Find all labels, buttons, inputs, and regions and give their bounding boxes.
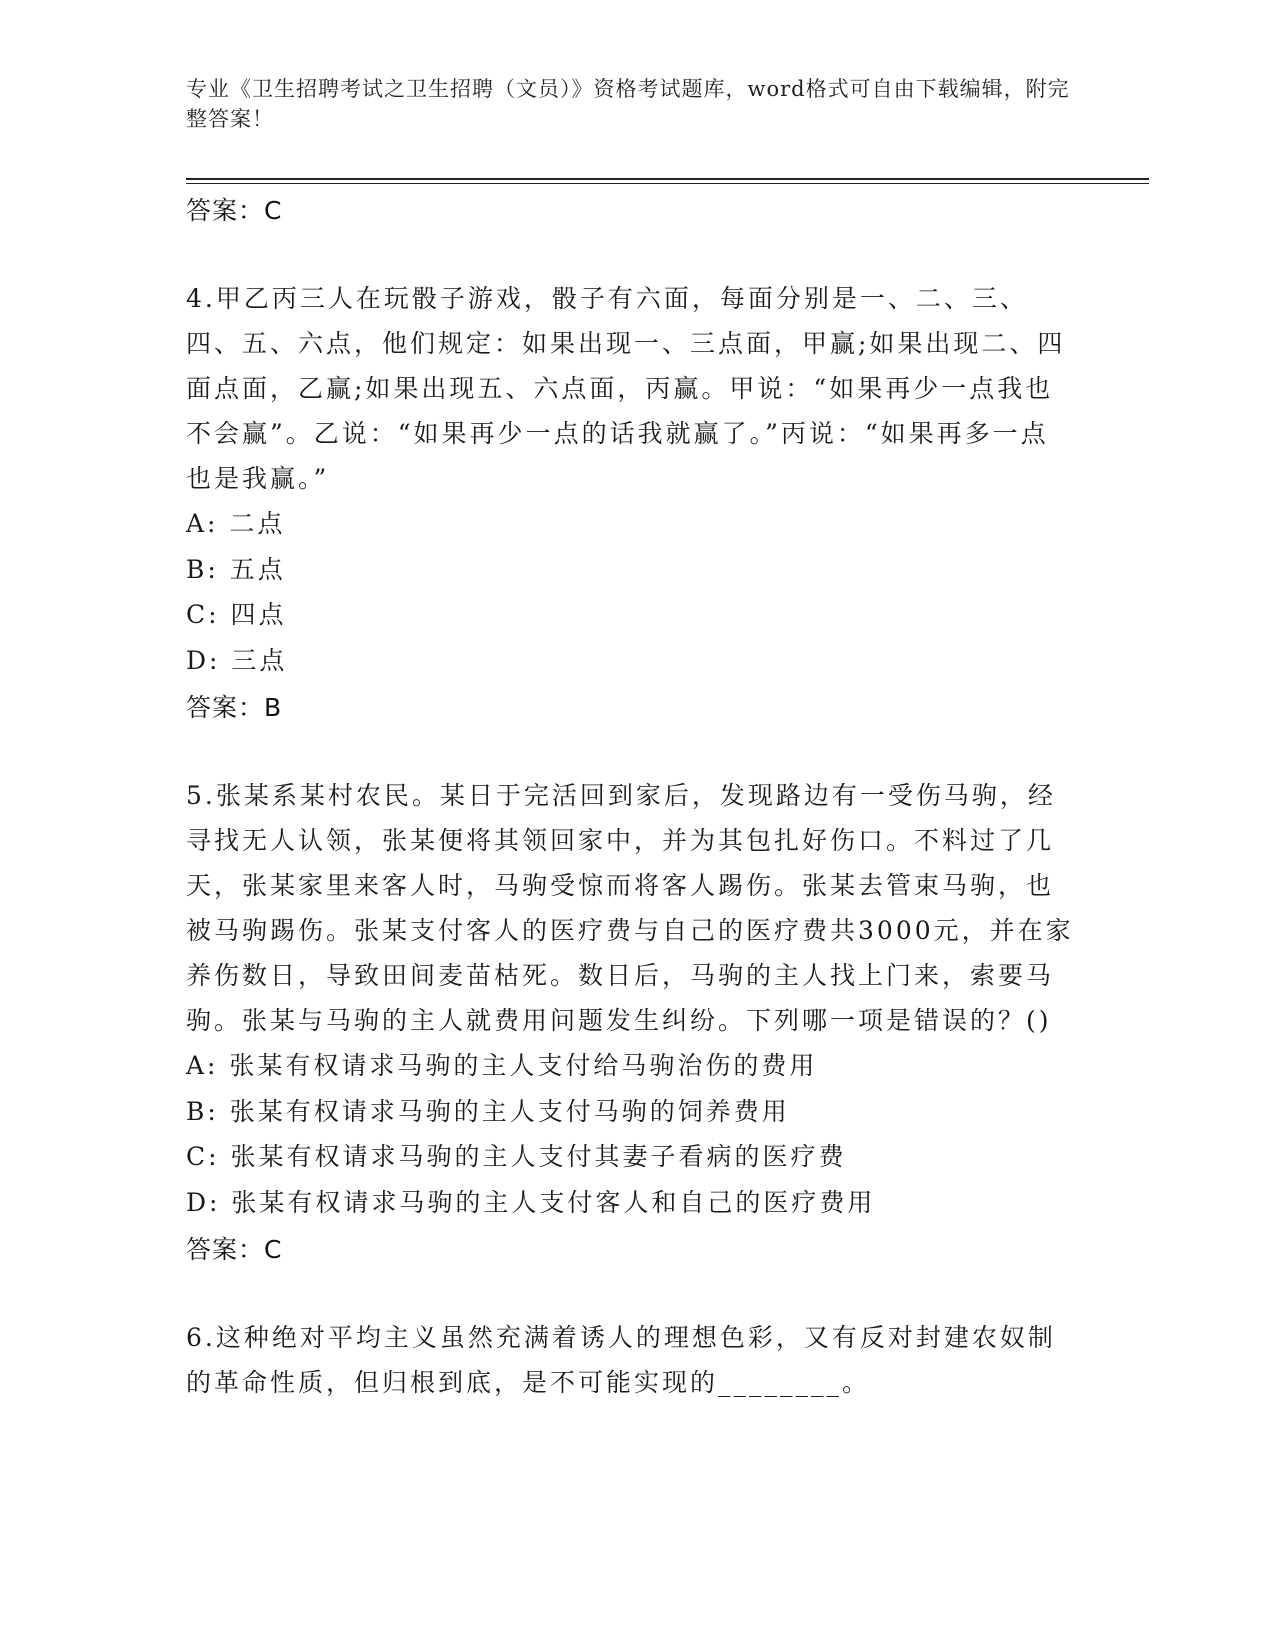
header-divider-thick [186,178,1149,180]
answer-line: 答案：B [186,693,283,722]
question-stem: 4.甲乙丙三人在玩骰子游戏，骰子有六面，每面分别是一、二、三、四、五、六点，他们规定：如果出现一、三点面，甲赢;如果出现二、四面点面，乙赢;如果出现五、六点面，丙赢。甲说：“如果再少一点我也不会赢”。乙说：“如果再少一点的话我就赢了。”丙说：“如果再多一点也是我赢。” [186,284,1066,493]
option-b: B: 五点 [186,554,286,584]
option-c: C: 张某有权请求马驹的主人支付其妻子看病的医疗费 [186,1142,847,1171]
page-header: 专业《卫生招聘考试之卫生招聘（文员）》资格考试题库，word格式可自由下载编辑，附完整答案！ [186,77,1070,131]
question-5 [186,773,1076,1275]
header-divider-thin [186,183,1149,184]
option-d: D: 张某有权请求马驹的主人支付客人和自己的医疗费用 [186,1187,876,1217]
question-6 [186,1315,1076,1405]
option-c: C: 四点 [186,600,287,629]
spacer [186,236,1076,276]
question-stem: 5.张某系某村农民。某日于完活回到家后，发现路边有一受伤马驹，经寻找无人认领，张某便将其领回家中，并为其包扎好伤口。不料过了几天，张某家里来客人时，马驹受惊而将客人踢伤。张某去管束马驹，也被马驹踢伤。张某支付客人的医疗费与自己的医疗费共3000元，并在家养伤数日，导致田间麦苗枯死。数日后，马驹的主人找上门来，索要马驹。张某与马驹的主人就费用问题发生纠纷。下列哪一项是错误的？() [186,781,1074,1035]
question-list [186,186,1076,1405]
question-4 [186,276,1076,733]
question-stem: 6.这种绝对平均主义虽然充满着诱人的理想色彩，又有反对封建农奴制的革命性质，但归根到底，是不可能实现的________。 [186,1323,1056,1397]
previous-answer: 答案：C [186,196,283,225]
option-d: D: 三点 [186,645,288,675]
spacer [186,1275,1076,1315]
option-a: A: 张某有权请求马驹的主人支付给马驹治伤的费用 [186,1051,818,1080]
option-b: B: 张某有权请求马驹的主人支付马驹的饲养费用 [186,1096,790,1126]
spacer [186,733,1076,773]
answer-line: 答案：C [186,1235,283,1264]
option-a: A: 二点 [186,509,286,538]
